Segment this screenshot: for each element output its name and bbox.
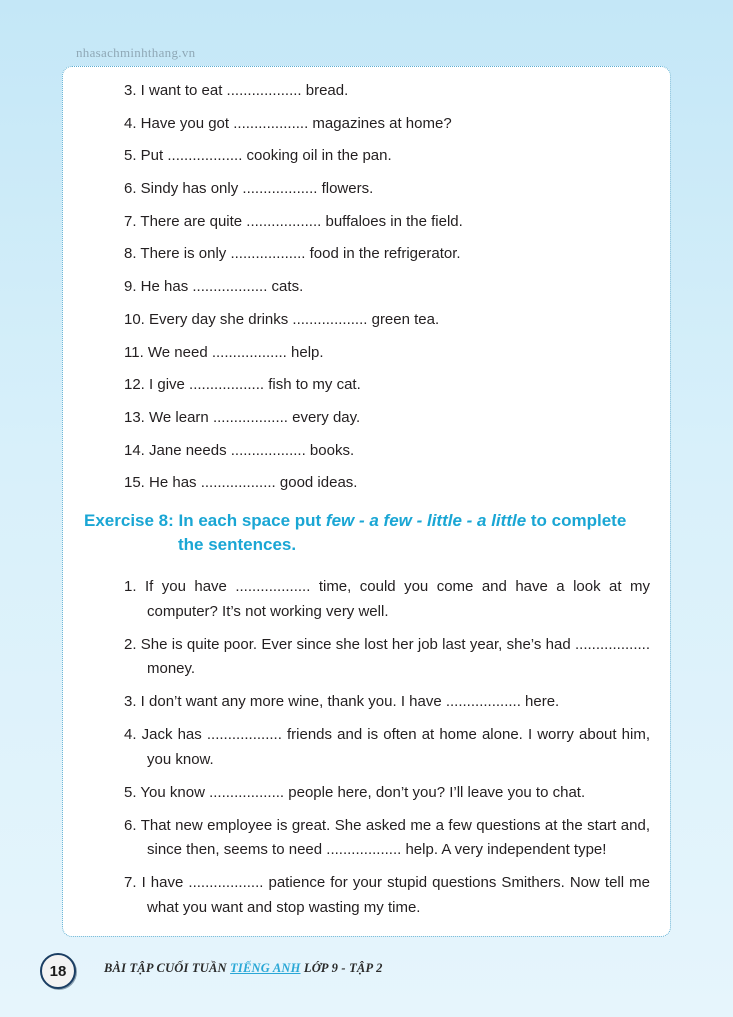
list-item: 5. Put .................. cooking oil in the pan. bbox=[124, 147, 392, 165]
list-item: 6. That new employee is great. She asked me a few questions at the start and, since then, seems to need .................. help. A very independent type! bbox=[124, 816, 650, 858]
list-item: 5. You know .................. people here, don’t you? I’ll leave you to chat. bbox=[124, 783, 586, 801]
list-item: 3. I don’t want any more wine, thank you. I have .................. here. bbox=[124, 693, 560, 710]
exercise-8-list bbox=[124, 575, 650, 929]
list-item: 6. Sindy has only .................. flowers. bbox=[124, 180, 374, 198]
list-item: 15. He has .................. good ideas. bbox=[124, 474, 358, 492]
list-item: 8. There is only .................. food in the refrigerator. bbox=[124, 245, 461, 263]
page-number: 18 bbox=[40, 953, 76, 989]
list-item: 7. There are quite .................. buffaloes in the field. bbox=[124, 212, 463, 230]
list-item: 13. We learn .................. every day. bbox=[124, 408, 361, 426]
book-title-a: BÀI TẬP CUỐI TUẦN bbox=[104, 961, 231, 975]
list-item: 4. Have you got .................. magazines at home? bbox=[124, 114, 452, 132]
watermark: nhasachminhthang.vn bbox=[76, 45, 196, 60]
heading-suffix: to complete bbox=[526, 511, 627, 530]
page-footer bbox=[40, 953, 700, 987]
list-item: 4. Jack has .................. friends and is often at home alone. I worry about him, you know. bbox=[124, 726, 650, 768]
list-item: 12. I give .................. fish to my cat. bbox=[124, 376, 361, 394]
list-item: 7. I have .................. patience for your stupid questions Smithers. Now tell me what you want and stop wasting my time. bbox=[124, 874, 650, 916]
list-item: 10. Every day she drinks .................. green tea. bbox=[124, 310, 440, 328]
heading-words: few - a few - little - a little bbox=[325, 511, 527, 530]
exercise-8-heading bbox=[84, 509, 654, 557]
heading-prefix: Exercise 8: In each space put bbox=[84, 511, 326, 530]
list-item: 11. We need .................. help. bbox=[124, 343, 324, 361]
book-title bbox=[104, 961, 383, 976]
book-title-b: LỚP 9 - TẬP 2 bbox=[300, 961, 383, 975]
list-item: 14. Jane needs .................. books. bbox=[124, 441, 355, 459]
list-item: 3. I want to eat .................. bread. bbox=[124, 82, 349, 99]
book-title-highlight: TIẾNG ANH bbox=[230, 961, 301, 975]
list-item: 2. She is quite poor. Ever since she lost her job last year, she’s had .................. money. bbox=[124, 635, 650, 677]
heading-line-2: the sentences. bbox=[178, 535, 297, 554]
list-item: 9. He has .................. cats. bbox=[124, 278, 304, 296]
list-item: 1. If you have .................. time, could you come and have a look at my computer? It’s not working very well. bbox=[124, 578, 650, 620]
exercise-7-list bbox=[124, 80, 463, 505]
